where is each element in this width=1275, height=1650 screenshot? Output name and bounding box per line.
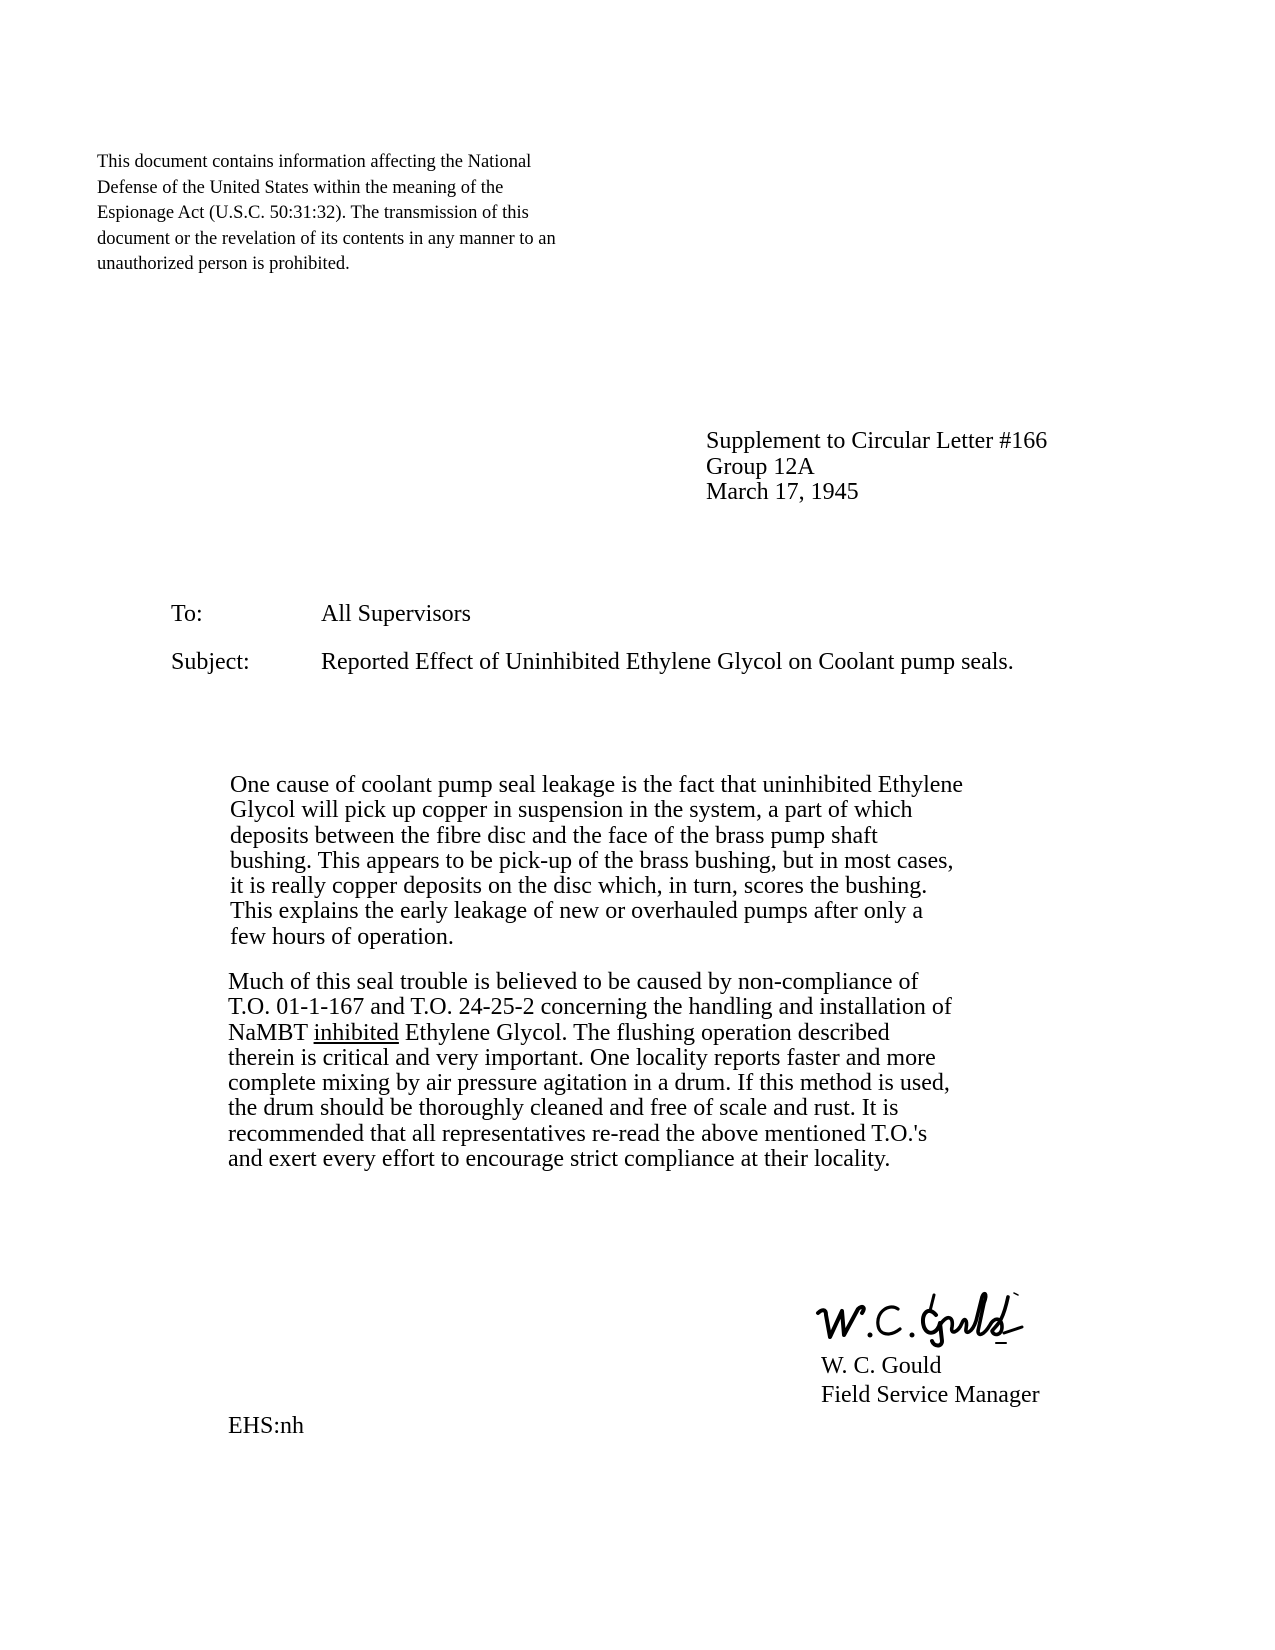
signature-block	[821, 1352, 1040, 1410]
paragraph-line: few hours of operation.	[230, 923, 454, 950]
text-run: Ethylene Glycol. The flushing operation described	[398, 1019, 890, 1046]
paragraph-line	[228, 1021, 952, 1046]
subject-label: Subject:	[171, 649, 250, 675]
paragraph-line: it is really copper deposits on the disc which, in turn, scores the bushing.	[230, 873, 928, 900]
paragraph-line: bushing. This appears to be pick-up of the brass bushing, but in most cases,	[230, 847, 954, 874]
to-value: All Supervisors	[321, 601, 471, 627]
typist-initials: EHS:nh	[228, 1413, 305, 1439]
notice-line: document or the revelation of its contents in any manner to an	[97, 228, 556, 249]
signer-name: W. C. Gould	[821, 1353, 942, 1379]
paragraph-line: recommended that all representatives re-read the above mentioned T.O.'s	[228, 1120, 928, 1147]
notice-line: Espionage Act (U.S.C. 50:31:32). The transmission of this	[97, 203, 529, 223]
paragraph-line: the drum should be thoroughly cleaned and free of scale and rust. It is	[228, 1095, 899, 1122]
handwritten-signature	[812, 1285, 1032, 1350]
paragraph-line: Glycol will pick up copper in suspension in the system, a part of which	[230, 797, 913, 824]
paragraph-line: complete mixing by air pressure agitation in a drum. If this method is used,	[228, 1070, 950, 1097]
group-ref: Group 12A	[706, 453, 815, 480]
paragraph-line: therein is critical and very important. One locality reports faster and more	[228, 1044, 936, 1071]
paragraph-line: Much of this seal trouble is believed to be caused by non-compliance of	[228, 969, 919, 995]
text-run: NaMBT	[228, 1019, 314, 1046]
notice-line: unauthorized person is prohibited.	[97, 254, 350, 274]
paragraph-line: and exert every effort to encourage strict compliance at their locality.	[228, 1146, 891, 1173]
reference-block	[706, 429, 1047, 506]
paragraph-line: T.O. 01-1-167 and T.O. 24-25-2 concerning the handling and installation of	[228, 994, 952, 1021]
paragraph-line: deposits between the fibre disc and the face of the brass pump shaft	[230, 822, 878, 849]
underlined-word: inhibited	[313, 1019, 399, 1046]
circular-letter-ref: Supplement to Circular Letter #166	[706, 428, 1048, 454]
notice-line: Defense of the United States within the meaning of the	[97, 177, 504, 198]
notice-line: This document contains information affecting the National	[97, 152, 532, 172]
letter-date: March 17, 1945	[706, 479, 859, 505]
body-paragraph-2	[228, 970, 952, 1172]
security-notice	[97, 150, 637, 278]
paragraph-line: This explains the early leakage of new or overhauled pumps after only a	[230, 898, 924, 925]
paragraph-line: One cause of coolant pump seal leakage is the fact that uninhibited Ethylene	[230, 772, 964, 798]
to-label: To:	[171, 601, 203, 627]
body-paragraph-1	[230, 773, 963, 950]
signer-title: Field Service Manager	[821, 1382, 1040, 1408]
subject-value: Reported Effect of Uninhibited Ethylene Glycol on Coolant pump seals.	[321, 649, 1014, 675]
